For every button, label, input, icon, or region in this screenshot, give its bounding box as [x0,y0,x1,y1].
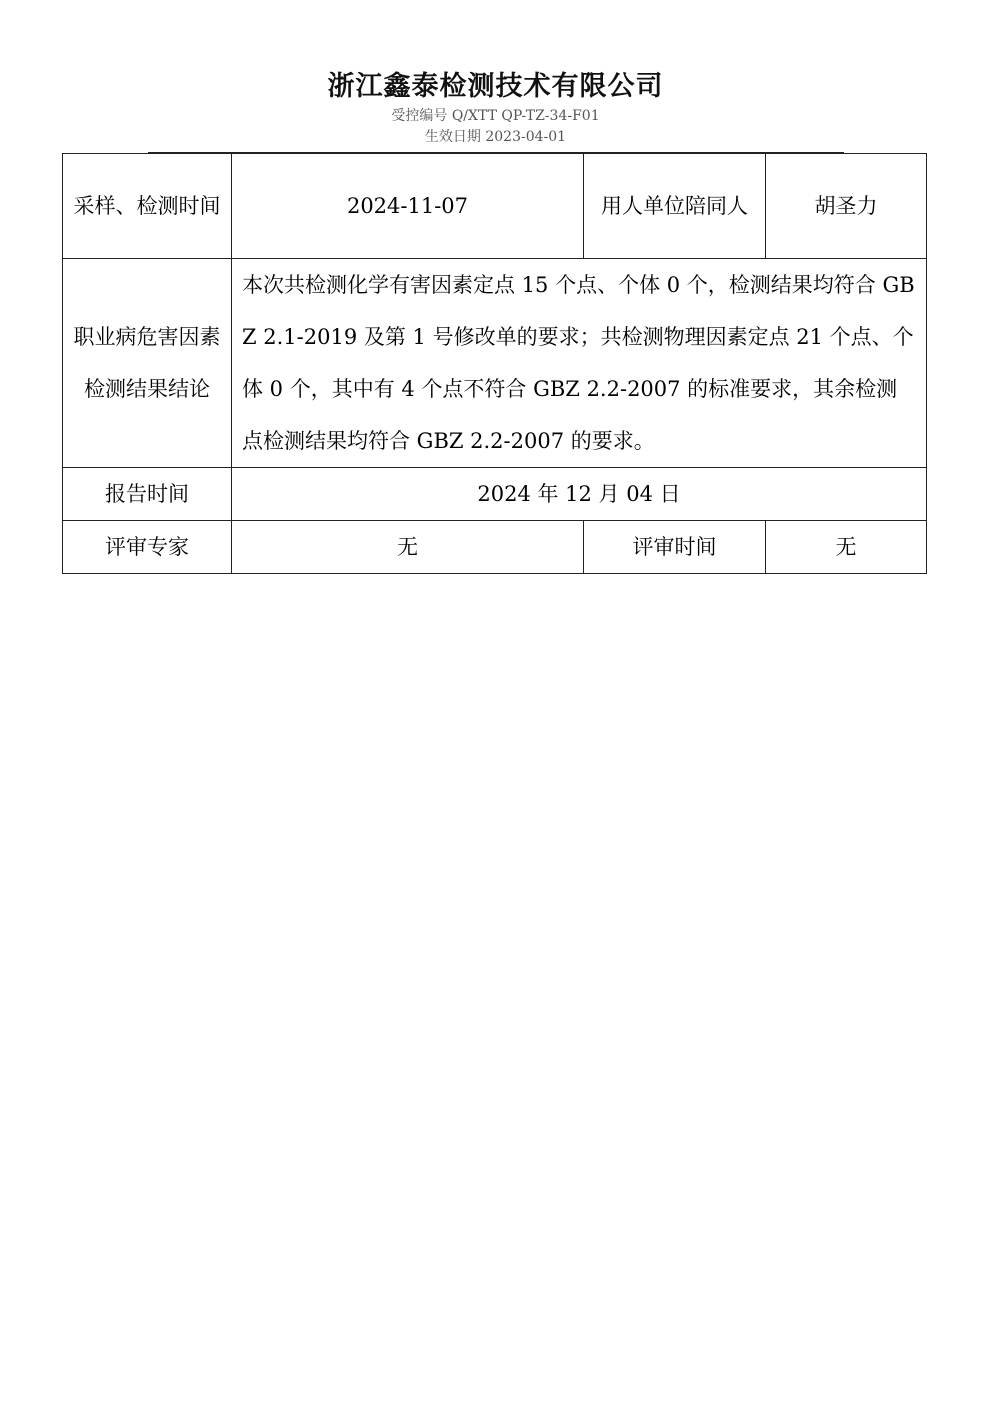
table-row [63,521,927,574]
company-name: 浙江鑫泰检测技术有限公司 [327,71,664,102]
report-table [62,153,927,574]
escort-label: 用人单位陪同人 [584,154,766,259]
table-row [63,468,927,521]
sampling-time-label: 采样、检测时间 [63,154,232,259]
table-row [63,154,927,259]
reviewer-value: 无 [232,521,584,574]
reviewer-label: 评审专家 [63,521,232,574]
escort-value: 胡圣力 [766,154,927,259]
document-header [0,68,991,148]
table-row [63,259,927,468]
sampling-time-value: 2024-11-07 [232,154,584,259]
report-time-label: 报告时间 [63,468,232,521]
conclusion-label: 职业病危害因素检测结果结论 [63,259,232,468]
control-number: 受控编号 Q/XTT QP-TZ-34-F01 [391,108,600,124]
effective-date: 生效日期 2023-04-01 [424,129,567,145]
review-time-label: 评审时间 [584,521,766,574]
conclusion-text: 本次共检测化学有害因素定点 15 个点、个体 0 个，检测结果均符合 GBZ 2.1-2019 及第 1 号修改单的要求；共检测物理因素定点 21 个点、个体 0 个，其中有 4 个点不符合 GBZ 2.2-2007 的标准要求，其余检测点检测结果均符合 GBZ 2.2-2007 的要求。 [232,259,927,468]
review-time-value: 无 [766,521,927,574]
report-time-value: 2024 年 12 月 04 日 [232,468,927,521]
